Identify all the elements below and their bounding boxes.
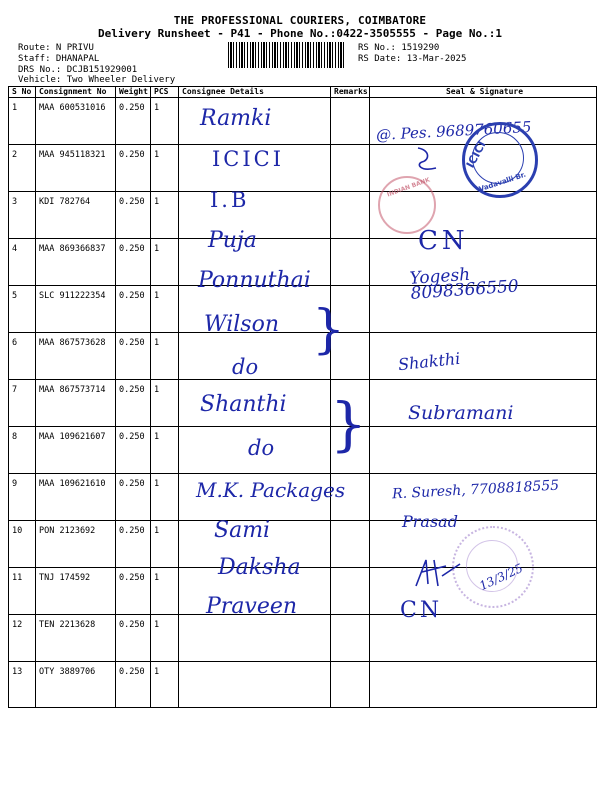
hw-seal-13: CN (400, 598, 443, 623)
cell-pcs: 1 (151, 145, 179, 192)
route-label: Route: N PRIVU (18, 43, 94, 53)
cell-pcs: 1 (151, 662, 179, 708)
brace-mark: } (330, 390, 367, 458)
cell-sno: 13 (9, 662, 36, 708)
table-row (9, 615, 597, 662)
col-seal: Seal & Signature (370, 87, 597, 98)
hw-name-10: M.K. Packages (196, 478, 346, 502)
cell-sno: 12 (9, 615, 36, 662)
vehicle-label: Vehicle: Two Wheeler Delivery (18, 75, 176, 85)
staff-label: Staff: DHANAPAL (18, 54, 100, 64)
icici-stamp-branch: Vadavalli Br. (477, 170, 527, 194)
cell-remarks (331, 615, 370, 662)
cell-consignee (179, 615, 331, 662)
hw-seal-12: 13/3/25 (477, 560, 526, 594)
cell-sno: 6 (9, 333, 36, 380)
cell-weight: 0.250 (116, 615, 151, 662)
signature-scribble (412, 144, 442, 174)
hw-seal-7: Shakthi (397, 348, 462, 375)
cell-consignment: MAA 867573628 (36, 333, 116, 380)
col-pcs: PCS (151, 87, 179, 98)
hw-name-5: Ponnuthai (198, 268, 311, 293)
cell-pcs: 1 (151, 427, 179, 474)
cell-pcs: 1 (151, 239, 179, 286)
cell-remarks (331, 192, 370, 239)
hw-name-6: Wilson (204, 312, 280, 337)
runsheet-subtitle: Delivery Runsheet - P41 - Phone No.:0422-3505555 - Page No.:1 (98, 27, 502, 40)
cell-remarks (331, 145, 370, 192)
cell-sno: 4 (9, 239, 36, 286)
cell-consignment: OTY 3889706 (36, 662, 116, 708)
cell-remarks (331, 568, 370, 615)
table-row (9, 427, 597, 474)
cell-consignment: MAA 600531016 (36, 98, 116, 145)
cell-consignment: MAA 109621607 (36, 427, 116, 474)
cell-remarks (331, 662, 370, 708)
cell-seal (370, 427, 597, 474)
rs-number: RS No.: 1519290 (358, 43, 440, 53)
col-consignment: Consignment No (36, 87, 116, 98)
cell-sno: 1 (9, 98, 36, 145)
cell-weight: 0.250 (116, 145, 151, 192)
cell-sno: 5 (9, 286, 36, 333)
cell-weight: 0.250 (116, 98, 151, 145)
cell-weight: 0.250 (116, 239, 151, 286)
cell-pcs: 1 (151, 521, 179, 568)
col-remarks: Remarks (331, 87, 370, 98)
cell-weight: 0.250 (116, 192, 151, 239)
hw-seal-8: Subramani (408, 402, 514, 424)
brace-mark: } (312, 300, 346, 360)
cell-remarks (331, 239, 370, 286)
cell-weight: 0.250 (116, 521, 151, 568)
cell-remarks (331, 98, 370, 145)
cell-consignment: KDI 782764 (36, 192, 116, 239)
hw-seal-1: @. Pes. 9689760655 (375, 117, 532, 145)
hw-name-3: I.B (210, 188, 250, 212)
col-sno: S No (9, 87, 36, 98)
cell-pcs: 1 (151, 192, 179, 239)
cell-pcs: 1 (151, 615, 179, 662)
hw-seal-5: Yogesh 8098366550 (408, 264, 520, 304)
table-row (9, 333, 597, 380)
hw-name-2: ICICI (212, 147, 285, 171)
barcode-image (228, 42, 346, 68)
cell-weight: 0.250 (116, 427, 151, 474)
rs-date: RS Date: 13-Mar-2025 (358, 54, 467, 64)
hw-name-12: Daksha (218, 555, 301, 580)
table-header-row (9, 87, 597, 98)
hw-name-1: Ramki (200, 106, 272, 131)
cell-weight: 0.250 (116, 474, 151, 521)
col-weight: Weight (116, 87, 151, 98)
cell-consignment: TEN 2213628 (36, 615, 116, 662)
hw-name-11: Sami (214, 518, 271, 543)
hw-name-7: do (232, 355, 259, 379)
cell-sno: 10 (9, 521, 36, 568)
table-row (9, 192, 597, 239)
cell-sno: 7 (9, 380, 36, 427)
hw-name-4: Puja (208, 228, 257, 253)
cell-weight: 0.250 (116, 333, 151, 380)
cell-weight: 0.250 (116, 568, 151, 615)
col-consignee: Consignee Details (179, 87, 331, 98)
hw-name-8: Shanthi (200, 392, 287, 417)
company-title: THE PROFESSIONAL COURIERS, COIMBATORE (173, 14, 427, 27)
cell-pcs: 1 (151, 98, 179, 145)
icici-stamp-text: ICICI (463, 138, 489, 171)
cell-consignee (179, 662, 331, 708)
cell-consignment: MAA 867573714 (36, 380, 116, 427)
cell-weight: 0.250 (116, 380, 151, 427)
cell-pcs: 1 (151, 380, 179, 427)
cell-consignment: TNJ 174592 (36, 568, 116, 615)
cell-weight: 0.250 (116, 286, 151, 333)
cell-remarks (331, 521, 370, 568)
cell-pcs: 1 (151, 333, 179, 380)
cell-consignment: MAA 945118321 (36, 145, 116, 192)
purple-seal-inner-ring (466, 540, 518, 592)
cell-pcs: 1 (151, 474, 179, 521)
cell-sno: 8 (9, 427, 36, 474)
hw-seal-11: Prasad (402, 512, 458, 531)
cell-seal (370, 662, 597, 708)
drs-number: DRS No.: DCJB151929001 (18, 65, 138, 75)
cell-sno: 3 (9, 192, 36, 239)
cell-consignment: PON 2123692 (36, 521, 116, 568)
hw-name-9: do (248, 436, 275, 460)
cell-sno: 9 (9, 474, 36, 521)
cell-pcs: 1 (151, 286, 179, 333)
cell-sno: 2 (9, 145, 36, 192)
cell-sno: 11 (9, 568, 36, 615)
indian-bank-stamp-text: INDIAN BANK (386, 176, 431, 199)
hw-name-13: Praveen (206, 594, 298, 619)
hw-seal-10: R. Suresh, 7708818555 (391, 477, 560, 503)
cell-consignment: MAA 109621610 (36, 474, 116, 521)
hw-seal-4: CN (418, 226, 469, 256)
cell-pcs: 1 (151, 568, 179, 615)
cell-consignment: SLC 911222354 (36, 286, 116, 333)
cell-weight: 0.250 (116, 662, 151, 708)
cell-consignment: MAA 869366837 (36, 239, 116, 286)
table-row (9, 662, 597, 708)
